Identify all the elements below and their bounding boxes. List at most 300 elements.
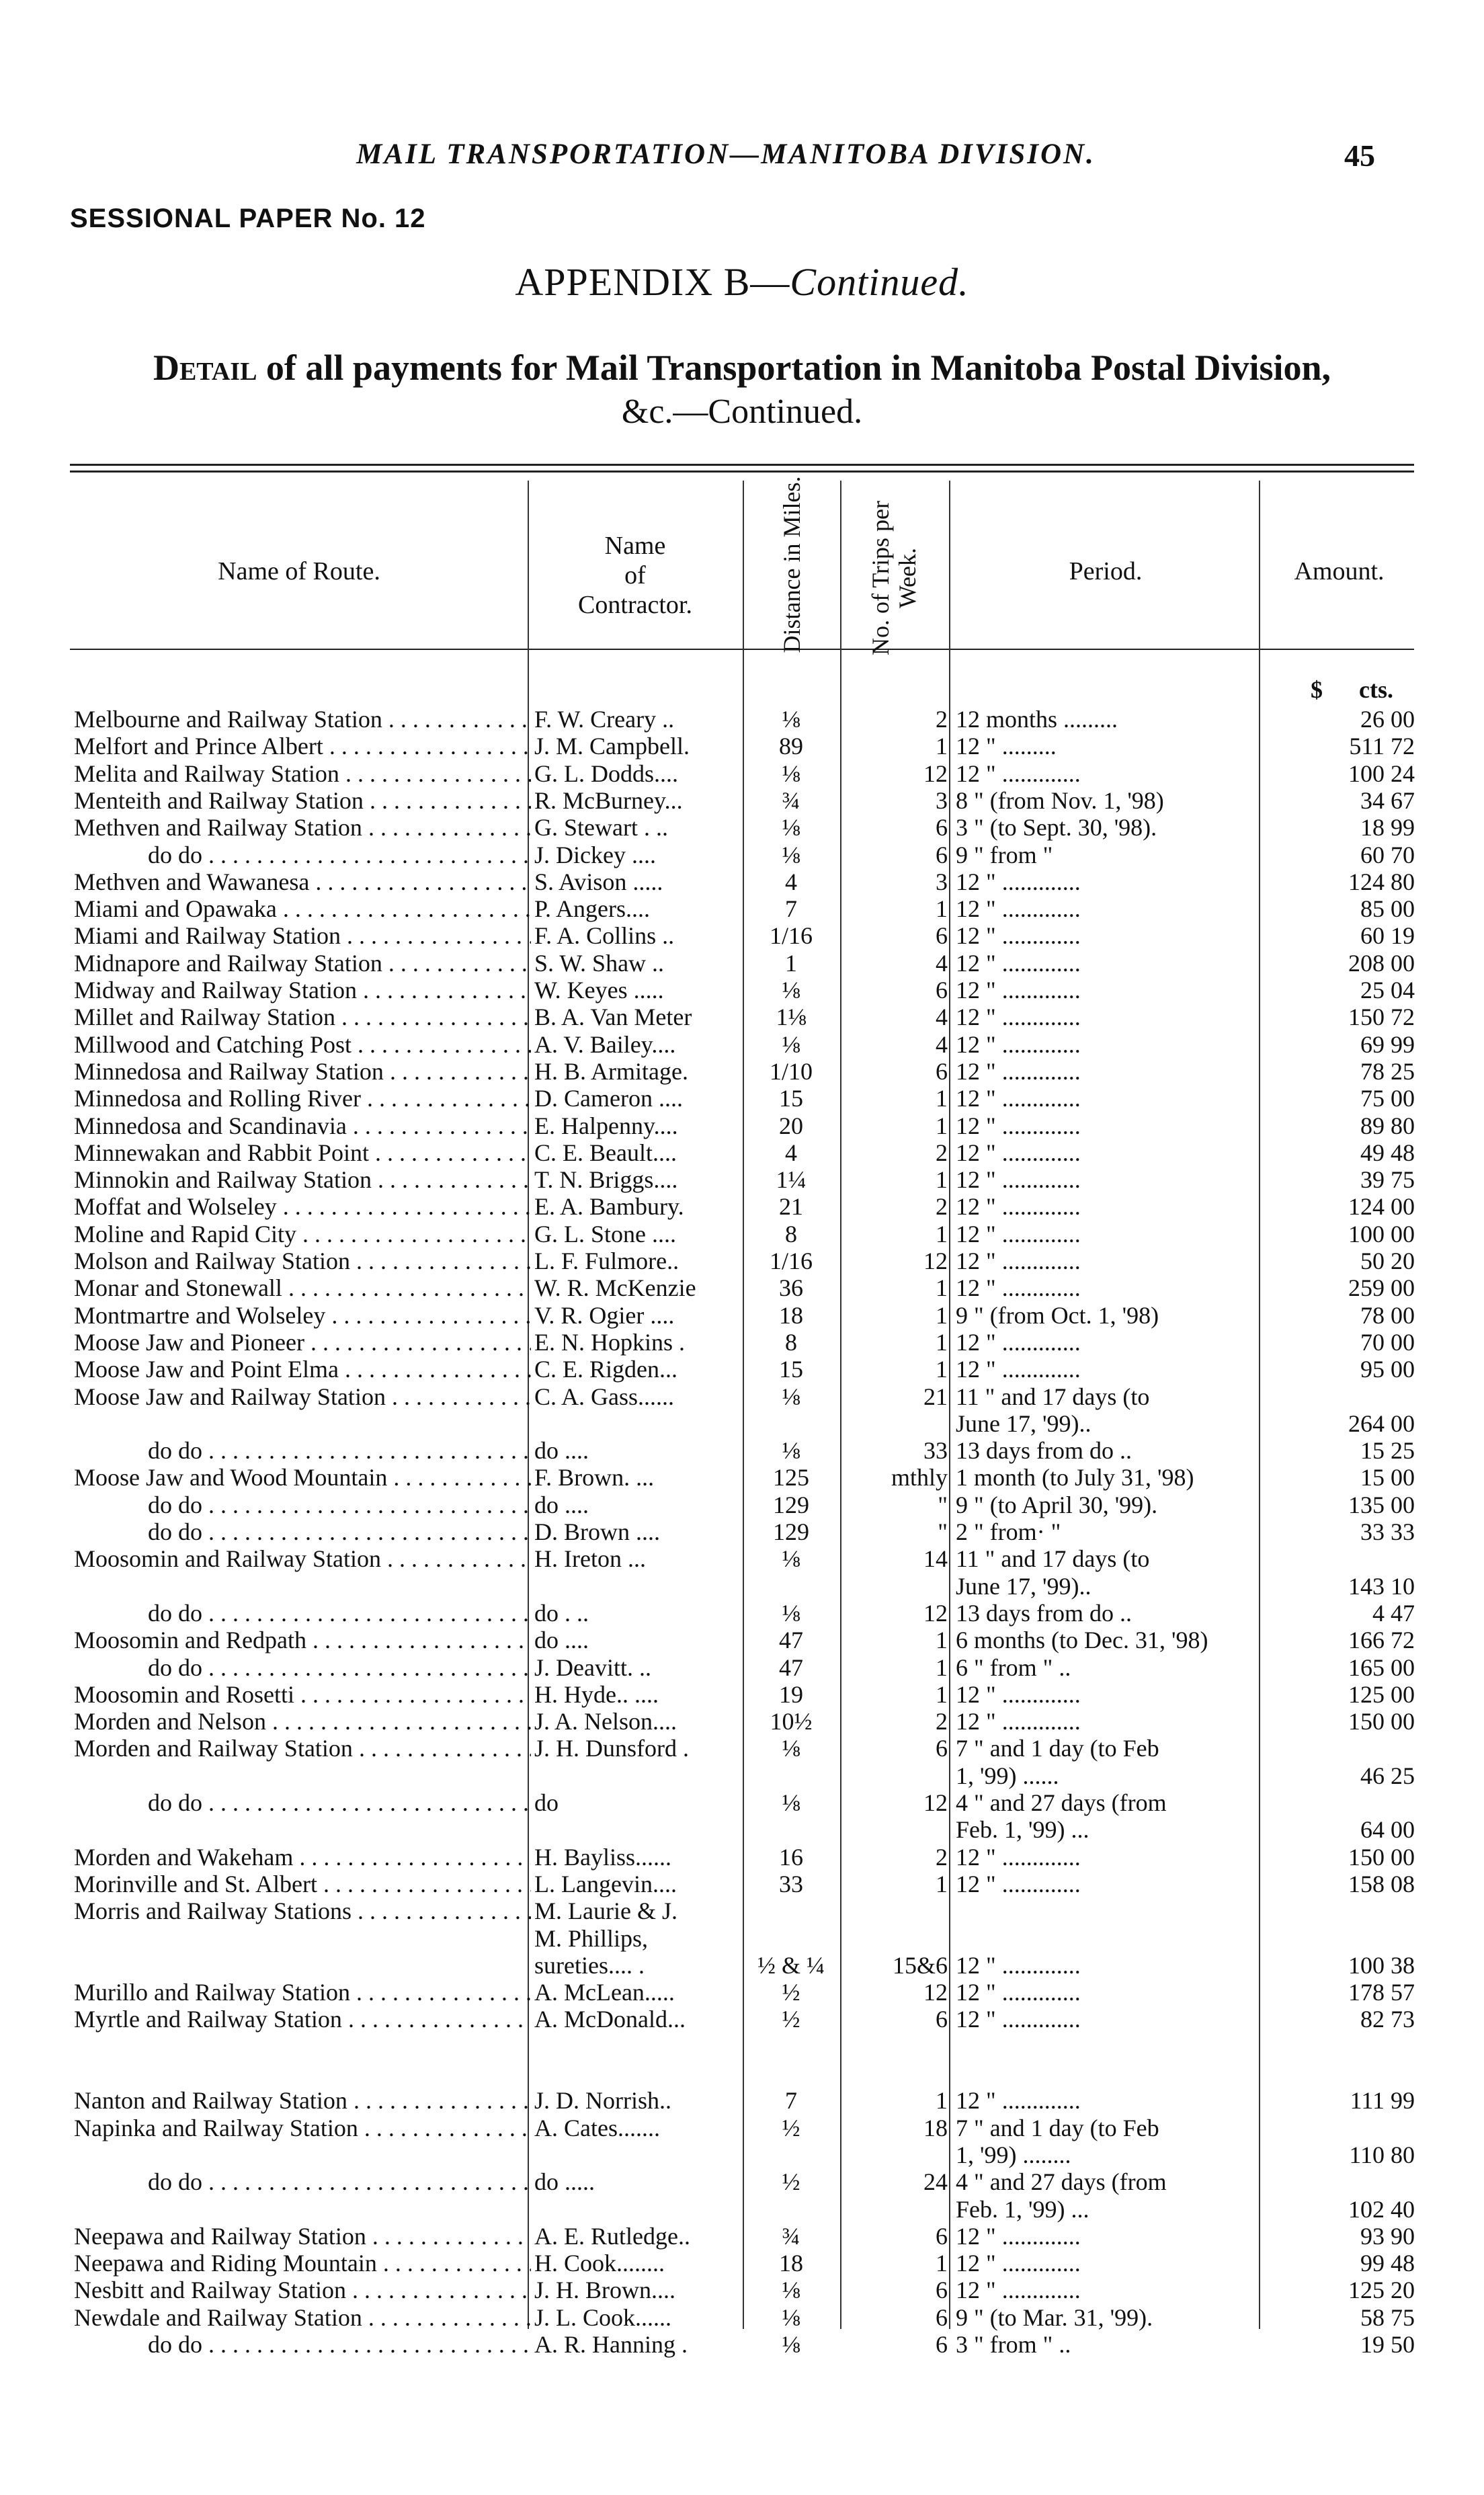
route-cell: Minnokin and Railway Station . . . xyxy=(74,1166,531,1193)
trips-cell: 1 xyxy=(936,1356,948,1383)
table-row xyxy=(0,1627,1484,1653)
route-cell: Minnedosa and Railway Station . . . xyxy=(74,1058,531,1085)
period-cell: 12 " ............. xyxy=(956,1057,1081,1085)
contractor-cell: R. McBurney... xyxy=(534,786,683,814)
contractor-cell: L. Langevin.... xyxy=(534,1870,677,1897)
appendix-continued: Continued. xyxy=(790,260,969,304)
trips-cell: 1 xyxy=(936,1870,948,1897)
contractor-cell: J. D. Norrish.. xyxy=(534,2087,671,2115)
trips-cell: 1 xyxy=(936,733,948,760)
trips-cell: 1 xyxy=(936,1627,948,1654)
header-amount: Amount. xyxy=(1294,557,1385,585)
trips-cell: 2 xyxy=(936,1193,948,1221)
period-cell: 9 " (from Oct. 1, '98) xyxy=(956,1301,1159,1329)
amount-cell: 78 00 xyxy=(1360,1301,1415,1329)
route-cell: Moffat and Wolseley . . . xyxy=(74,1193,531,1220)
table-row xyxy=(0,1004,1484,1030)
distance-cell: 33 xyxy=(779,1870,803,1897)
route-cell: Moosomin and Redpath . . . xyxy=(74,1627,531,1653)
period-cell: 11 " and 17 days (to xyxy=(956,1545,1150,1573)
period-cell: 12 " ............. xyxy=(956,922,1081,950)
caption-sub: &c.—Continued. xyxy=(621,393,863,431)
amount-cell: 143 10 xyxy=(1348,1572,1415,1600)
contractor-cell: V. R. Ogier .... xyxy=(534,1301,675,1329)
amount-cell: 4 47 xyxy=(1372,1599,1415,1627)
top-rule xyxy=(70,464,1414,466)
period-cell: June 17, '99).. xyxy=(956,1572,1091,1600)
table-row xyxy=(0,977,1484,1004)
header-contractor-line1: Name xyxy=(604,532,666,560)
trips-cell: 6 xyxy=(936,814,948,842)
trips-cell: 6 xyxy=(936,1735,948,1762)
table-row xyxy=(0,2087,1484,2114)
distance-cell: 8 xyxy=(785,1328,797,1356)
contractor-cell: A. V. Bailey.... xyxy=(534,1030,676,1058)
period-cell: Feb. 1, '99) ... xyxy=(956,2195,1089,2223)
table-row xyxy=(0,1139,1484,1166)
amount-cell: 18 99 xyxy=(1360,814,1415,842)
route-cell: Moose Jaw and Railway Station . . . xyxy=(74,1383,531,1410)
amount-cell: 95 00 xyxy=(1360,1356,1415,1383)
contractor-cell: C. A. Gass...... xyxy=(534,1383,675,1410)
amount-cell: 100 24 xyxy=(1348,760,1415,787)
distance-cell: ⅛ xyxy=(782,814,800,842)
top-rule-2 xyxy=(70,471,1414,473)
distance-cell: ⅛ xyxy=(782,2303,800,2331)
route-cell: do do . . . xyxy=(74,1600,531,1627)
table-row xyxy=(0,1708,1484,1735)
period-cell: 12 " ............. xyxy=(956,1708,1081,1735)
period-cell: 6 " from " .. xyxy=(956,1653,1071,1681)
trips-cell: 1 xyxy=(936,1166,948,1194)
table-row xyxy=(0,1274,1484,1301)
period-cell: 12 " ............. xyxy=(956,1951,1081,1979)
distance-cell: ⅛ xyxy=(782,1030,800,1058)
distance-cell: 15 xyxy=(779,1356,803,1383)
period-cell: 12 " ............. xyxy=(956,1166,1081,1194)
table-row xyxy=(0,1979,1484,2006)
route-cell: Neepawa and Riding Mountain . . . xyxy=(74,2250,531,2277)
route-cell: Morinville and St. Albert . . . xyxy=(74,1871,531,1897)
contractor-cell: A. R. Hanning . xyxy=(534,2331,688,2358)
contractor-cell: M. Phillips, xyxy=(534,1924,649,1952)
contractor-cell: J. L. Cook...... xyxy=(534,2303,672,2331)
amount-cell: 208 00 xyxy=(1348,949,1415,977)
distance-cell: 89 xyxy=(779,733,803,760)
period-cell: 3 " (to Sept. 30, '98). xyxy=(956,814,1157,842)
table-row xyxy=(0,1925,1484,1952)
route-cell: do do . . . xyxy=(74,1789,531,1816)
contractor-cell: P. Angers.... xyxy=(534,895,651,923)
amount-cell: 26 00 xyxy=(1360,706,1415,733)
distance-cell: ½ & ¼ xyxy=(757,1951,825,1979)
route-cell: do do . . . xyxy=(74,1654,531,1681)
period-cell: 7 " and 1 day (to Feb xyxy=(956,1735,1159,1762)
trips-cell: 1 xyxy=(936,1680,948,1708)
table-row xyxy=(0,868,1484,895)
period-cell: 9 " (to Mar. 31, '99). xyxy=(956,2303,1153,2331)
route-cell: Moose Jaw and Pioneer . . . xyxy=(74,1329,531,1356)
amount-cell: 78 25 xyxy=(1360,1057,1415,1085)
header-trips: No. of Trips per Week. xyxy=(867,500,921,656)
table-row xyxy=(0,1518,1484,1545)
trips-cell: 4 xyxy=(936,1030,948,1058)
table-row xyxy=(0,1952,1484,1979)
amount-cell: 166 72 xyxy=(1348,1627,1415,1654)
trips-cell: 6 xyxy=(936,2006,948,2033)
contractor-cell: J. M. Campbell. xyxy=(534,733,690,760)
route-cell: Morden and Railway Station . . . xyxy=(74,1735,531,1762)
route-cell: Millet and Railway Station . . . xyxy=(74,1004,531,1030)
trips-cell: 1 xyxy=(936,1301,948,1329)
trips-cell: 12 xyxy=(923,1979,948,2006)
route-cell: Murillo and Railway Station . . . xyxy=(74,1979,531,2006)
route-cell: Midway and Railway Station . . . xyxy=(74,977,531,1004)
period-cell: 1, '99) ...... xyxy=(956,1762,1059,1789)
contractor-cell: G. L. Stone .... xyxy=(534,1220,676,1248)
period-cell: 13 days from do .. xyxy=(956,1599,1132,1627)
table-row xyxy=(0,1491,1484,1518)
trips-cell: 14 xyxy=(923,1545,948,1573)
contractor-cell: S. W. Shaw .. xyxy=(534,949,665,977)
trips-cell: 1 xyxy=(936,1274,948,1302)
distance-cell: 18 xyxy=(779,1301,803,1329)
table-row xyxy=(0,1410,1484,1437)
trips-cell: 6 xyxy=(936,2303,948,2331)
distance-cell: 4 xyxy=(785,868,797,895)
contractor-cell: D. Cameron .... xyxy=(534,1085,683,1112)
contractor-cell: E. A. Bambury. xyxy=(534,1193,684,1221)
trips-cell: 1 xyxy=(936,2250,948,2277)
table-row xyxy=(0,1573,1484,1600)
distance-cell: 1⅛ xyxy=(776,1004,807,1031)
period-cell: 4 " and 27 days (from xyxy=(956,2168,1167,2196)
distance-cell: ⅛ xyxy=(782,760,800,787)
route-cell: Morris and Railway Stations . . . xyxy=(74,1897,531,1924)
contractor-cell: A. McDonald... xyxy=(534,2006,686,2033)
period-cell: 12 " ............. xyxy=(956,1843,1081,1871)
route-cell: do do . . . xyxy=(74,2168,531,2195)
route-cell: Morden and Nelson . . . xyxy=(74,1708,531,1735)
table-row xyxy=(0,1302,1484,1329)
amount-cell: 58 75 xyxy=(1360,2303,1415,2331)
table-row xyxy=(0,1871,1484,1897)
contractor-cell: S. Avison ..... xyxy=(534,868,663,895)
amount-cell: 110 80 xyxy=(1349,2141,1415,2168)
route-cell: do do . . . xyxy=(74,2331,531,2358)
header-distance: Distance in Miles. xyxy=(778,476,805,653)
period-cell: 12 " ............. xyxy=(956,1139,1081,1166)
amount-cell: 125 00 xyxy=(1348,1680,1415,1708)
period-cell: 12 " ............. xyxy=(956,895,1081,923)
distance-cell: 47 xyxy=(779,1627,803,1654)
trips-cell: 12 xyxy=(923,760,948,787)
table-row xyxy=(0,1383,1484,1410)
route-cell: Melfort and Prince Albert . . . xyxy=(74,733,531,760)
amount-cell: 259 00 xyxy=(1348,1274,1415,1302)
period-cell: 4 " and 27 days (from xyxy=(956,1789,1167,1816)
route-cell: Nanton and Railway Station . . . xyxy=(74,2087,531,2114)
period-cell: 11 " and 17 days (to xyxy=(956,1383,1150,1410)
caption-lead: Detail xyxy=(153,347,257,388)
trips-cell: 3 xyxy=(936,786,948,814)
contractor-cell: E. N. Hopkins . xyxy=(534,1328,685,1356)
trips-cell: 2 xyxy=(936,706,948,733)
table-row xyxy=(0,1600,1484,1627)
distance-cell: 8 xyxy=(785,1220,797,1248)
distance-cell: ⅛ xyxy=(782,1545,800,1573)
contractor-cell: J. H. Dunsford . xyxy=(534,1735,689,1762)
table-row xyxy=(0,1464,1484,1491)
contractor-cell: F. A. Collins .. xyxy=(534,922,675,950)
table-row xyxy=(0,706,1484,733)
period-cell: 12 " ............. xyxy=(956,1248,1081,1274)
amount-cell: 124 00 xyxy=(1348,1193,1415,1221)
route-cell: Miami and Opawaka . . . xyxy=(74,895,531,922)
table-row xyxy=(0,1545,1484,1572)
amount-cell: 93 90 xyxy=(1360,2222,1415,2250)
contractor-cell: B. A. Van Meter xyxy=(534,1004,692,1031)
period-cell: 9 " from " xyxy=(956,841,1053,868)
distance-cell: ½ xyxy=(782,2006,800,2033)
route-cell: Moosomin and Rosetti . . . xyxy=(74,1681,531,1708)
distance-cell: 10½ xyxy=(770,1708,813,1735)
amount-cell: 102 40 xyxy=(1348,2195,1415,2223)
trips-cell: 33 xyxy=(923,1437,948,1465)
table-row xyxy=(0,2196,1484,2223)
route-cell: Minnedosa and Scandinavia . . . xyxy=(74,1112,531,1139)
distance-cell: 36 xyxy=(779,1274,803,1302)
period-cell: Feb. 1, '99) ... xyxy=(956,1816,1089,1844)
period-cell: 12 " ............. xyxy=(956,949,1081,977)
period-cell: 1, '99) ........ xyxy=(956,2141,1071,2168)
distance-cell: 1 xyxy=(785,949,797,977)
contractor-cell: do . .. xyxy=(534,1599,589,1627)
running-title: MAIL TRANSPORTATION—MANITOBA DIVISION. xyxy=(356,138,1096,170)
sessional-paper: SESSIONAL PAPER No. 12 xyxy=(70,204,426,233)
period-cell: 12 " ............. xyxy=(956,1274,1081,1302)
period-cell: 13 days from do .. xyxy=(956,1437,1132,1465)
period-cell: 12 " ............. xyxy=(956,2006,1081,2033)
contractor-cell: J. A. Nelson.... xyxy=(534,1708,677,1735)
table-row xyxy=(0,2250,1484,2277)
amount-cell: 124 80 xyxy=(1348,868,1415,895)
route-cell: Newdale and Railway Station . . . xyxy=(74,2304,531,2331)
route-cell: Minnedosa and Rolling River . . . xyxy=(74,1085,531,1112)
table-row xyxy=(0,1248,1484,1274)
table-row xyxy=(0,814,1484,841)
distance-cell: 7 xyxy=(785,895,797,923)
amount-cell: 60 70 xyxy=(1360,841,1415,868)
amount-cell: 100 38 xyxy=(1348,1951,1415,1979)
trips-cell: mthly xyxy=(891,1464,948,1491)
table-row xyxy=(0,760,1484,787)
distance-cell: ½ xyxy=(782,2114,800,2141)
amount-cell: 125 20 xyxy=(1348,2277,1415,2304)
period-cell: 12 months ......... xyxy=(956,706,1118,733)
table-row xyxy=(0,1112,1484,1139)
trips-cell: " xyxy=(938,1491,948,1518)
route-cell: Melita and Railway Station . . . xyxy=(74,760,531,787)
amount-cell: 39 75 xyxy=(1360,1166,1415,1194)
amount-cell: 135 00 xyxy=(1348,1491,1415,1518)
amount-cell: 15 00 xyxy=(1360,1464,1415,1491)
route-cell: do do . . . xyxy=(74,1518,531,1545)
table-row xyxy=(0,1437,1484,1464)
period-cell: 12 " ............. xyxy=(956,1220,1081,1248)
period-cell: 12 " ............. xyxy=(956,1193,1081,1221)
trips-cell: 4 xyxy=(936,1004,948,1031)
table-row xyxy=(0,2277,1484,2303)
table-row xyxy=(0,2223,1484,2250)
period-cell: 12 " ............. xyxy=(956,1112,1081,1139)
distance-cell: 19 xyxy=(779,1680,803,1708)
trips-cell: 6 xyxy=(936,2331,948,2358)
appendix-title xyxy=(0,259,1484,304)
contractor-cell: W. R. McKenzie xyxy=(534,1274,696,1302)
contractor-cell: H. Ireton ... xyxy=(534,1545,646,1573)
period-cell: 12 " ............. xyxy=(956,868,1081,895)
table-row xyxy=(0,733,1484,760)
period-cell: 12 " ............. xyxy=(956,1085,1081,1112)
period-cell: 12 " ............. xyxy=(956,2277,1081,2304)
distance-cell: 21 xyxy=(779,1193,803,1221)
contractor-cell: F. Brown. ... xyxy=(534,1464,655,1491)
distance-cell: ⅛ xyxy=(782,1383,800,1410)
trips-cell: " xyxy=(938,1518,948,1545)
period-cell: June 17, '99).. xyxy=(956,1409,1091,1437)
table-row xyxy=(0,2060,1484,2087)
route-cell: Moose Jaw and Wood Mountain . . . xyxy=(74,1464,531,1491)
route-cell: Monar and Stonewall . . . xyxy=(74,1274,531,1301)
distance-cell: 7 xyxy=(785,2087,797,2115)
distance-cell: 1/16 xyxy=(769,1248,813,1274)
contractor-cell: A. McLean..... xyxy=(534,1979,675,2006)
amount-cell: 34 67 xyxy=(1360,786,1415,814)
period-cell: 12 " ............. xyxy=(956,2250,1081,2277)
table-row xyxy=(0,1193,1484,1220)
table-row xyxy=(0,842,1484,868)
table-caption xyxy=(70,346,1414,434)
trips-cell: 24 xyxy=(923,2168,948,2196)
contractor-cell: A. E. Rutledge.. xyxy=(534,2222,690,2250)
trips-cell: 4 xyxy=(936,949,948,977)
table-row xyxy=(0,1166,1484,1193)
distance-cell: 4 xyxy=(785,1139,797,1166)
contractor-cell: D. Brown .... xyxy=(534,1518,660,1545)
distance-cell: ¾ xyxy=(782,2222,800,2250)
header-route: Name of Route. xyxy=(218,557,380,585)
trips-cell: 6 xyxy=(936,977,948,1004)
route-cell: Montmartre and Wolseley . . . xyxy=(74,1302,531,1329)
amount-cell: 49 48 xyxy=(1360,1139,1415,1166)
table-row xyxy=(0,1844,1484,1871)
route-cell: Moose Jaw and Point Elma . . . xyxy=(74,1356,531,1383)
table-row xyxy=(0,1085,1484,1112)
period-cell: 7 " and 1 day (to Feb xyxy=(956,2114,1159,2141)
route-cell: Molson and Railway Station . . . xyxy=(74,1248,531,1274)
contractor-cell: do .... xyxy=(534,1627,589,1654)
table-row xyxy=(0,2168,1484,2195)
period-cell: 8 " (from Nov. 1, '98) xyxy=(956,786,1164,814)
amount-cell: 158 08 xyxy=(1348,1870,1415,1897)
contractor-cell: do .... xyxy=(534,1491,589,1518)
trips-cell: 2 xyxy=(936,1708,948,1735)
route-cell: Methven and Wawanesa . . . xyxy=(74,868,531,895)
table-row xyxy=(0,1816,1484,1843)
contractor-cell: do ..... xyxy=(534,2168,595,2196)
trips-cell: 6 xyxy=(936,922,948,950)
amount-cell: 75 00 xyxy=(1360,1085,1415,1112)
contractor-cell: T. N. Briggs.... xyxy=(534,1166,678,1194)
distance-cell: ⅛ xyxy=(782,1789,800,1816)
contractor-cell: L. F. Fulmore.. xyxy=(534,1248,679,1274)
route-cell: Morden and Wakeham . . . xyxy=(74,1844,531,1871)
contractor-cell: F. W. Creary .. xyxy=(534,706,675,733)
period-cell: 12 " ......... xyxy=(956,733,1057,760)
distance-cell: ⅛ xyxy=(782,977,800,1004)
amount-cell: 19 50 xyxy=(1360,2331,1415,2358)
table-row xyxy=(0,895,1484,922)
route-cell: Methven and Railway Station . . . xyxy=(74,814,531,841)
table-row xyxy=(0,1789,1484,1816)
distance-cell: ⅛ xyxy=(782,1735,800,1762)
trips-cell: 2 xyxy=(936,1139,948,1166)
route-cell: Napinka and Railway Station . . . xyxy=(74,2115,531,2141)
route-cell: Minnewakan and Rabbit Point . . . xyxy=(74,1139,531,1166)
caption-text: of all payments for Mail Transportation in Manitoba Postal Division, xyxy=(257,347,1331,388)
contractor-cell: C. E. Beault.... xyxy=(534,1139,677,1166)
distance-cell: 1/10 xyxy=(769,1057,813,1085)
contractor-cell: A. Cates....... xyxy=(534,2114,660,2141)
table-row xyxy=(0,1735,1484,1762)
table-row xyxy=(0,1221,1484,1248)
distance-cell: ⅛ xyxy=(782,1599,800,1627)
contractor-cell: H. B. Armitage. xyxy=(534,1057,688,1085)
amount-cell: 100 00 xyxy=(1348,1220,1415,1248)
period-cell: 1 month (to July 31, '98) xyxy=(956,1464,1194,1491)
trips-cell: 12 xyxy=(923,1789,948,1816)
period-cell: 12 " ............. xyxy=(956,1979,1081,2006)
table-row xyxy=(0,1329,1484,1356)
period-cell: 12 " ............. xyxy=(956,2222,1081,2250)
amount-cell: 64 00 xyxy=(1360,1816,1415,1844)
currency-header: $ cts. xyxy=(1311,676,1393,703)
amount-cell: 178 57 xyxy=(1348,1979,1415,2006)
table-row xyxy=(0,787,1484,814)
route-cell: do do . . . xyxy=(74,842,531,868)
contractor-cell: M. Laurie & J. xyxy=(534,1897,677,1925)
amount-cell: 111 99 xyxy=(1350,2087,1415,2115)
trips-cell: 2 xyxy=(936,1843,948,1871)
route-cell: do do . . . xyxy=(74,1491,531,1518)
trips-cell: 6 xyxy=(936,841,948,868)
table-row xyxy=(0,1654,1484,1681)
trips-cell: 12 xyxy=(923,1248,948,1274)
period-cell: 2 " from· " xyxy=(956,1518,1061,1545)
contractor-cell: do .... xyxy=(534,1437,589,1465)
distance-cell: 1/16 xyxy=(769,922,813,950)
trips-cell: 3 xyxy=(936,868,948,895)
period-cell: 12 " ............. xyxy=(956,1328,1081,1356)
contractor-cell: W. Keyes ..... xyxy=(534,977,664,1004)
trips-cell: 15&6 xyxy=(892,1951,948,1979)
distance-cell: 47 xyxy=(779,1653,803,1681)
amount-cell: 511 72 xyxy=(1349,733,1415,760)
contractor-cell: E. Halpenny.... xyxy=(534,1112,678,1139)
period-cell: 12 " ............. xyxy=(956,2087,1081,2115)
amount-cell: 165 00 xyxy=(1348,1653,1415,1681)
